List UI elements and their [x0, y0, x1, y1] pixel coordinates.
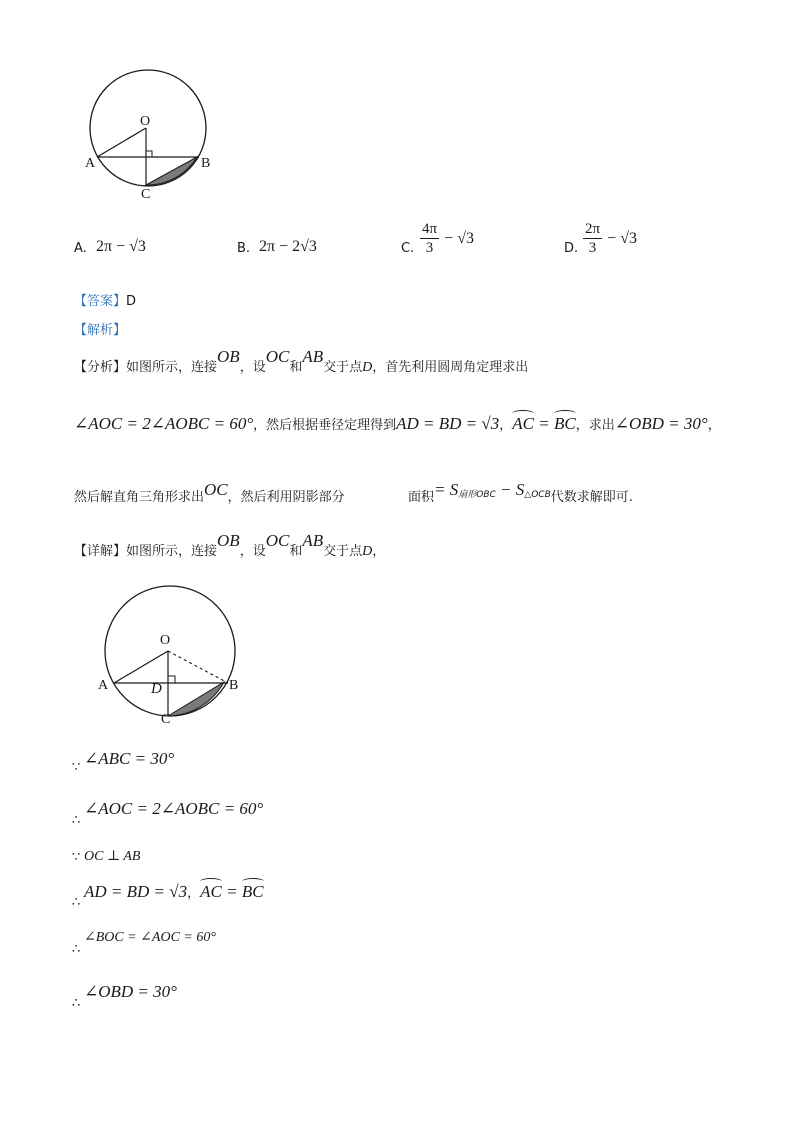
option-a-label: A.	[74, 241, 87, 256]
option-c-numerator: 4π	[422, 221, 438, 237]
option-c-denominator: 3	[425, 240, 434, 256]
figure2-label-a: A	[98, 678, 109, 693]
step4-expression	[84, 882, 264, 902]
option-b-text: 2π − 2√3	[259, 238, 317, 255]
figure1-label-b: B	[201, 156, 211, 171]
step4-arc-bc: BC	[241, 882, 264, 901]
step3-perpendicular: OC ⊥ AB	[84, 849, 141, 864]
option-a-text: 2π − √3	[96, 238, 146, 255]
figure1-label-c: C	[141, 187, 151, 202]
xiangjie-line	[74, 531, 386, 560]
fenxi-text-5: ，首先利用圆周角定理求出	[372, 360, 529, 375]
fenxi-line-1	[74, 347, 529, 376]
fenxi-ad-bd: AD = BD = √3	[396, 414, 500, 433]
xiangjie-tag: 【详解】	[74, 544, 127, 559]
answer-value: D	[126, 294, 137, 309]
figure2-label-b: B	[229, 678, 239, 693]
step1-angle-abc: ∠ABC = 30°	[84, 749, 175, 768]
step4-arc-eq: =	[221, 882, 242, 901]
step1-because: ∵	[72, 760, 81, 775]
fenxi-line2-sep: ，	[499, 418, 513, 433]
fenxi-line3-text-1: 然后解直角三角形求出	[74, 490, 205, 505]
xiangjie-oc: OC	[265, 531, 290, 550]
fenxi-area-sub-sector: 扇形OBC	[458, 490, 496, 500]
fenxi-text-2: ，设	[239, 360, 266, 375]
fenxi-angle-aoc: ∠AOC = 2∠AOBC = 60°	[74, 414, 254, 433]
xiangjie-text-4: 交于点	[323, 544, 363, 559]
fenxi-text-1: 如图所示，连接	[126, 360, 218, 375]
fenxi-line3-text-2: ，然后利用阴影部分	[227, 490, 345, 505]
step2-angle-aoc: ∠AOC = 2∠AOBC = 60°	[84, 799, 264, 818]
xiangjie-text-1: 如图所示，连接	[126, 544, 218, 559]
figure2-label-o: O	[160, 633, 171, 648]
xiangjie-ab: AB	[302, 531, 324, 550]
fenxi-line3-text-3: 面积	[408, 490, 435, 505]
step2-therefore: ∴	[72, 813, 81, 828]
step4-therefore: ∴	[72, 895, 81, 910]
step4-ad-bd: AD = BD = √3	[84, 882, 188, 901]
answer-line	[74, 290, 136, 309]
option-d-expression	[583, 220, 637, 257]
figure1-label-o: O	[140, 114, 151, 129]
xiangjie-ob: OB	[217, 531, 240, 550]
option-c-expression	[420, 220, 474, 257]
step4-arc-ac: AC	[200, 882, 222, 901]
fenxi-arc-ac: AC	[512, 414, 534, 433]
fenxi-line2-text-1: ，然后根据垂径定理得到	[253, 418, 397, 433]
circle-figure-2	[100, 580, 250, 730]
xiangjie-text-5: ，	[372, 544, 386, 559]
fenxi-text-4: 交于点	[323, 360, 363, 375]
fenxi-area-sub-triangle: △OCB	[524, 490, 551, 500]
fenxi-arc-bc: BC	[553, 414, 576, 433]
xiangjie-text-3: 和	[289, 544, 303, 559]
fenxi-line2-end: ，	[707, 418, 721, 433]
step6-angle-obd: ∠OBD = 30°	[84, 982, 177, 1001]
option-d-tail: − √3	[607, 230, 637, 247]
figure2-label-d: D	[151, 681, 162, 697]
step5-angle-boc: ∠BOC = ∠AOC = 60°	[84, 930, 216, 945]
figure2-label-c: C	[161, 712, 171, 727]
figure1-label-a: A	[85, 156, 96, 171]
option-d-denominator: 3	[588, 240, 597, 256]
fenxi-arc-eq: =	[534, 414, 554, 433]
fenxi-area-s2: − S	[495, 480, 525, 499]
option-c-tail: − √3	[444, 230, 474, 247]
fenxi-text-3: 和	[289, 360, 303, 375]
fenxi-line-3-area	[408, 480, 633, 506]
analysis-tag: 【解析】	[74, 323, 127, 338]
step6-therefore: ∴	[72, 996, 81, 1011]
answer-tag: 【答案】	[74, 294, 127, 309]
step3-because: ∵	[72, 850, 81, 865]
fenxi-tag: 【分析】	[74, 360, 127, 375]
fenxi-line-2	[74, 414, 721, 434]
option-d-label: D.	[564, 241, 579, 256]
option-c-label: C.	[401, 241, 415, 256]
step4-sep: ，	[187, 886, 201, 901]
fenxi-line2-text-2: ，求出	[575, 418, 615, 433]
fenxi-area-s1: = S	[434, 480, 459, 499]
circle-figure-1	[78, 64, 218, 204]
fenxi-oc: OC	[265, 347, 290, 366]
fenxi-ob: OB	[217, 347, 240, 366]
fenxi-angle-obd: ∠OBD = 30°	[614, 414, 708, 433]
xiangjie-d: D	[362, 544, 373, 559]
fenxi-line-3	[74, 480, 345, 506]
fenxi-line3-text-4: 代数求解即可.	[550, 490, 633, 505]
option-d-numerator: 2π	[585, 221, 601, 237]
fenxi-ab: AB	[302, 347, 324, 366]
option-b-label: B.	[237, 241, 251, 256]
fenxi-oc-2: OC	[204, 480, 228, 499]
xiangjie-text-2: ，设	[239, 544, 266, 559]
fenxi-d: D	[362, 360, 373, 375]
step5-therefore: ∴	[72, 942, 81, 957]
